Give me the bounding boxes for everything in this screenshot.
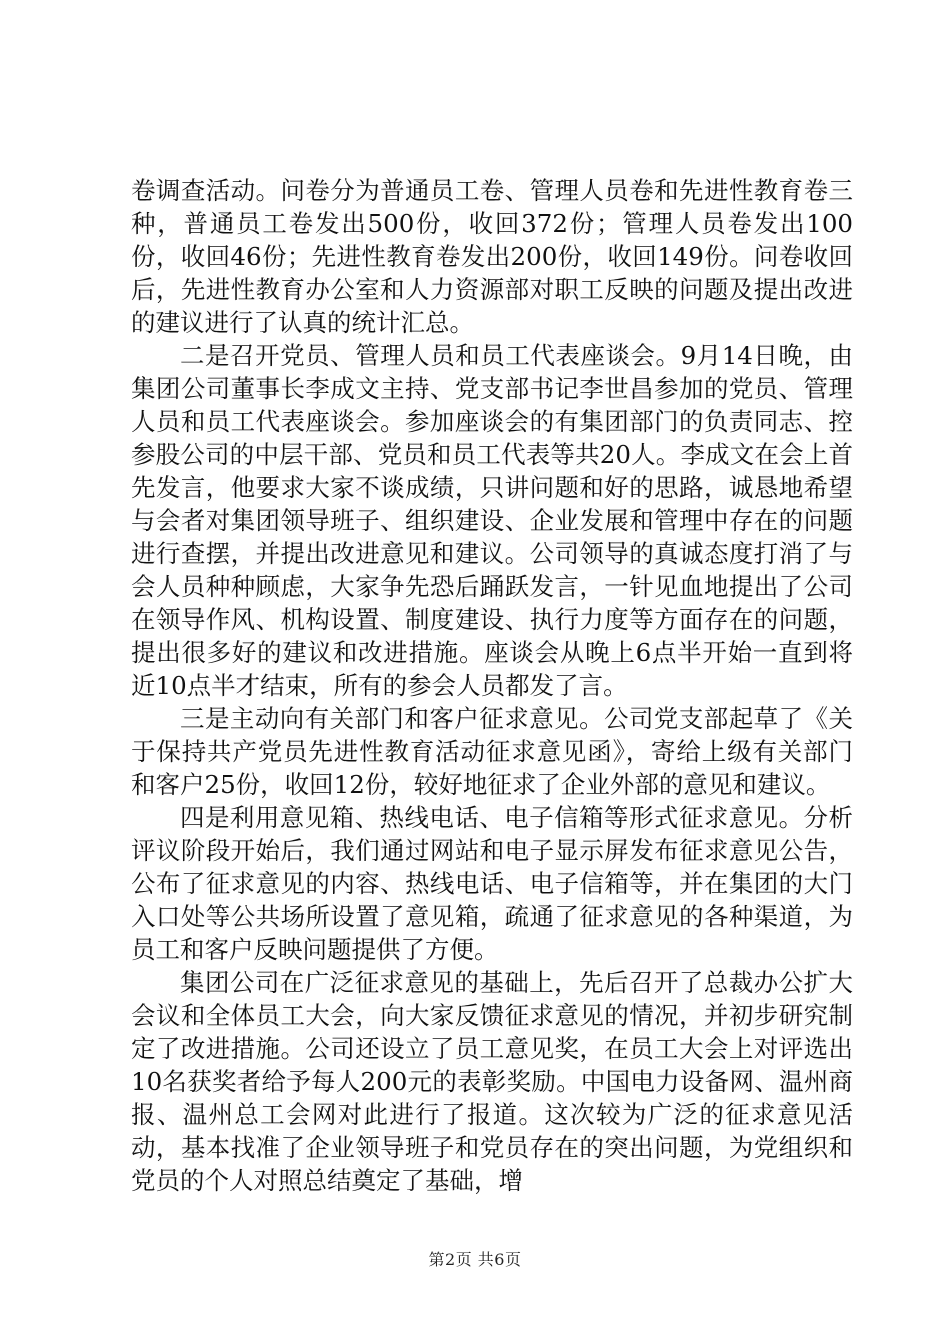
paragraph-symposium: 二是召开党员、管理人员和员工代表座谈会。9月14日晚，由集团公司董事长李成文主持、党支部书记李世昌参加的党员、管理人员和员工代表座谈会。参加座谈会的有集团部门的负责同志、控参股公司的中层干部、党员和员工代表等共20人。李成文在会上首先发言，他要求大家不谈成绩，只讲问题和好的思路，诚恳地希望与会者对集团领导班子、组织建设、企业发展和管理中存在的问题进行查摆，并提出改进意见和建议。公司领导的真诚态度打消了与会人员种种顾虑，大家争先恐后踊跃发言，一针见血地提出了公司在领导作风、机构设置、制度建设、执行力度等方面存在的问题，提出很多好的建议和改进措施。座谈会从晚上6点半开始一直到将近10点半才结束，所有的参会人员都发了言。 [131, 341, 853, 700]
document-body [131, 174, 853, 1197]
paragraph-summary: 集团公司在广泛征求意见的基础上，先后召开了总裁办公扩大会议和全体员工大会，向大家反馈征求意见的情况，并初步研究制定了改进措施。公司还设立了员工意见奖，在员工大会上对评选出10名获奖者给予每人200元的表彰奖励。中国电力设备网、温州商报、温州总工会网对此进行了报道。这次较为广泛的征求意见活动，基本找准了企业领导班子和党员存在的突出问题，为党组织和党员的个人对照总结奠定了基础，增 [131, 968, 853, 1195]
page-footer: 第2页 共6页 [428, 1250, 522, 1269]
paragraph-continuation: 卷调查活动。问卷分为普通员工卷、管理人员卷和先进性教育卷三种，普通员工卷发出500份，收回372份；管理人员卷发出100份，收回46份；先进性教育卷发出200份，收回149份。问卷收回后，先进性教育办公室和人力资源部对职工反映的问题及提出改进的建议进行了认真的统计汇总。 [131, 176, 853, 337]
paragraph-solicit-departments: 三是主动向有关部门和客户征求意见。公司党支部起草了《关于保持共产党员先进性教育活动征求意见函》，寄给上级有关部门和客户25份，收回12份，较好地征求了企业外部的意见和建议。 [131, 704, 853, 799]
paragraph-suggestion-box: 四是利用意见箱、热线电话、电子信箱等形式征求意见。分析评议阶段开始后，我们通过网站和电子显示屏发布征求意见公告，公布了征求意见的内容、热线电话、电子信箱等，并在集团的大门入口处等公共场所设置了意见箱，疏通了征求意见的各种渠道，为员工和客户反映问题提供了方便。 [131, 803, 853, 964]
